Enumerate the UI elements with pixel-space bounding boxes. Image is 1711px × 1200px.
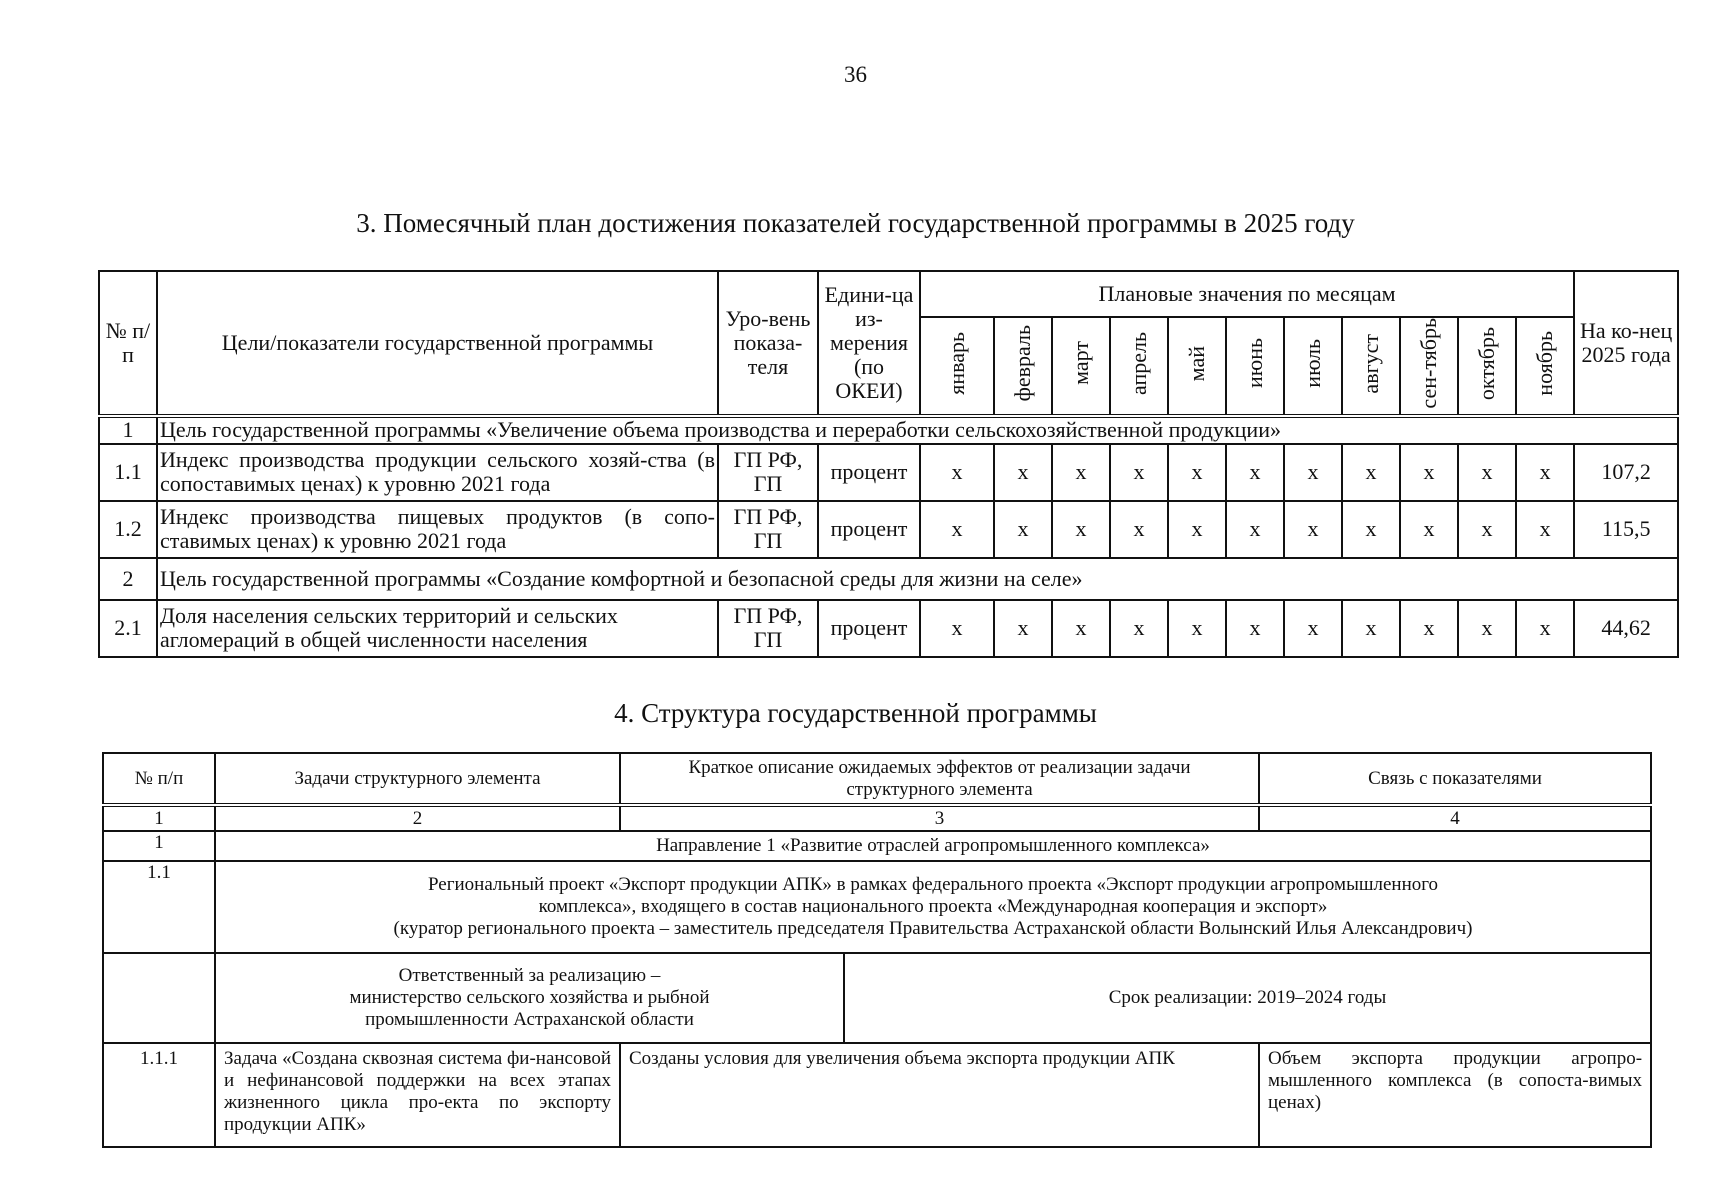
month-value: x <box>1110 501 1168 558</box>
month-value: x <box>1342 501 1400 558</box>
section-3-title: 3. Помесячный план достижения показателей государственной программы в 2025 году <box>356 208 1355 238</box>
column-number: 3 <box>620 805 1259 831</box>
header-goal: Цели/показатели государственной программы <box>157 271 718 416</box>
term-cell: Срок реализации: 2019–2024 годы <box>844 953 1651 1043</box>
month-value: x <box>994 444 1052 501</box>
month-header: июнь <box>1226 317 1284 416</box>
column-number: 2 <box>215 805 620 831</box>
indicator-unit: процент <box>818 501 920 558</box>
month-value: x <box>1516 501 1574 558</box>
header-unit: Едини-ца из-мерения (по ОКЕИ) <box>818 271 920 416</box>
header-link: Связь с показателями <box>1259 753 1651 805</box>
goal-text: Цель государственной программы «Увеличение объема производства и переработки сельскохозяйственной продукции» <box>157 416 1678 444</box>
header-tasks: Задачи структурного элемента <box>215 753 620 805</box>
month-value: x <box>920 501 994 558</box>
responsible-line: промышленности Астраханской области <box>365 1009 694 1030</box>
month-value: x <box>1284 600 1342 657</box>
header-num: № п/п <box>99 271 157 416</box>
month-value: x <box>1400 600 1458 657</box>
row-num: 1.1 <box>99 444 157 501</box>
task-num: 1.1.1 <box>103 1043 215 1147</box>
month-header: апрель <box>1110 317 1168 416</box>
month-value: x <box>1052 444 1110 501</box>
month-value: x <box>1052 501 1110 558</box>
end-value: 107,2 <box>1574 444 1678 501</box>
header-plan: Плановые значения по месяцам <box>920 271 1574 317</box>
month-header: август <box>1342 317 1400 416</box>
month-value: x <box>1458 501 1516 558</box>
task-link: Объем экспорта продукции агропро-мышленного комплекса (в сопоста-вимых ценах) <box>1259 1043 1651 1147</box>
month-value: x <box>1226 600 1284 657</box>
month-value: x <box>1400 501 1458 558</box>
month-value: x <box>1342 444 1400 501</box>
task-effect: Созданы условия для увеличения объема экспорта продукции АПК <box>620 1043 1259 1147</box>
goal-num: 2 <box>99 558 157 600</box>
indicator-text: Доля населения сельских территорий и сельских агломераций в общей численности населения <box>157 600 718 657</box>
header-effects: Краткое описание ожидаемых эффектов от реализации задачи структурного элемента <box>620 753 1259 805</box>
month-value: x <box>1168 444 1226 501</box>
month-header: февраль <box>994 317 1052 416</box>
monthly-plan-table <box>98 270 1679 658</box>
end-value: 115,5 <box>1574 501 1678 558</box>
project-text <box>215 861 1651 953</box>
month-value: x <box>920 444 994 501</box>
section-4-title: 4. Структура государственной программы <box>614 698 1097 728</box>
indicator-level: ГП РФ, ГП <box>718 600 818 657</box>
project-num: 1.1 <box>103 861 215 953</box>
month-value: x <box>994 501 1052 558</box>
header-end: На ко-нец 2025 года <box>1574 271 1678 416</box>
goal-text: Цель государственной программы «Создание комфортной и безопасной среды для жизни на селе» <box>157 558 1678 600</box>
indicator-text: Индекс производства продукции сельского хозяй-ства (в сопоставимых ценах) к уровню 2021 года <box>157 444 718 501</box>
page-number: 36 <box>844 62 867 87</box>
indicator-unit: процент <box>818 600 920 657</box>
month-header: март <box>1052 317 1110 416</box>
month-value: x <box>1168 501 1226 558</box>
month-value: x <box>1110 600 1168 657</box>
month-value: x <box>1516 600 1574 657</box>
month-value: x <box>920 600 994 657</box>
month-value: x <box>1284 444 1342 501</box>
direction-num: 1 <box>103 831 215 861</box>
month-value: x <box>1052 600 1110 657</box>
header-level: Уро-вень показа-теля <box>718 271 818 416</box>
month-value: x <box>1458 444 1516 501</box>
month-value: x <box>1226 501 1284 558</box>
responsible-cell <box>215 953 844 1043</box>
month-value: x <box>1226 444 1284 501</box>
column-number: 4 <box>1259 805 1651 831</box>
project-line: (куратор регионального проекта – заместитель председателя Правительства Астраханской области Волынский Илья Александрович) <box>393 918 1473 939</box>
header-num: № п/п <box>103 753 215 805</box>
row-num: 2.1 <box>99 600 157 657</box>
month-value: x <box>1110 444 1168 501</box>
month-value: x <box>1168 600 1226 657</box>
task-text: Задача «Создана сквозная система фи-нансовой и нефинансовой поддержки на всех этапах жизненного цикла про-екта по экспорту продукции АПК» <box>215 1043 620 1147</box>
project-line: комплекса», входящего в состав национального проекта «Международная кооперация и экспорт» <box>538 896 1328 917</box>
end-value: 44,62 <box>1574 600 1678 657</box>
month-header: сен-тябрь <box>1400 317 1458 416</box>
month-header: январь <box>920 317 994 416</box>
month-header: ноябрь <box>1516 317 1574 416</box>
month-header: июль <box>1284 317 1342 416</box>
month-header: октябрь <box>1458 317 1516 416</box>
column-number: 1 <box>103 805 215 831</box>
responsible-line: Ответственный за реализацию – <box>398 965 661 986</box>
month-value: x <box>1458 600 1516 657</box>
goal-num: 1 <box>99 416 157 444</box>
row-num: 1.2 <box>99 501 157 558</box>
empty-cell <box>103 953 215 1043</box>
month-value: x <box>1342 600 1400 657</box>
month-value: x <box>1516 444 1574 501</box>
indicator-text: Индекс производства пищевых продуктов (в сопо-ставимых ценах) к уровню 2021 года <box>157 501 718 558</box>
month-value: x <box>994 600 1052 657</box>
project-line: Региональный проект «Экспорт продукции АПК» в рамках федерального проекта «Экспорт продукции агропромышленного <box>427 874 1439 895</box>
month-value: x <box>1400 444 1458 501</box>
month-header: май <box>1168 317 1226 416</box>
direction-text: Направление 1 «Развитие отраслей агропромышленного комплекса» <box>215 831 1651 861</box>
indicator-unit: процент <box>818 444 920 501</box>
indicator-level: ГП РФ, ГП <box>718 444 818 501</box>
responsible-line: министерство сельского хозяйства и рыбной <box>349 987 710 1008</box>
program-structure-table <box>102 752 1652 1148</box>
month-value: x <box>1284 501 1342 558</box>
indicator-level: ГП РФ, ГП <box>718 501 818 558</box>
